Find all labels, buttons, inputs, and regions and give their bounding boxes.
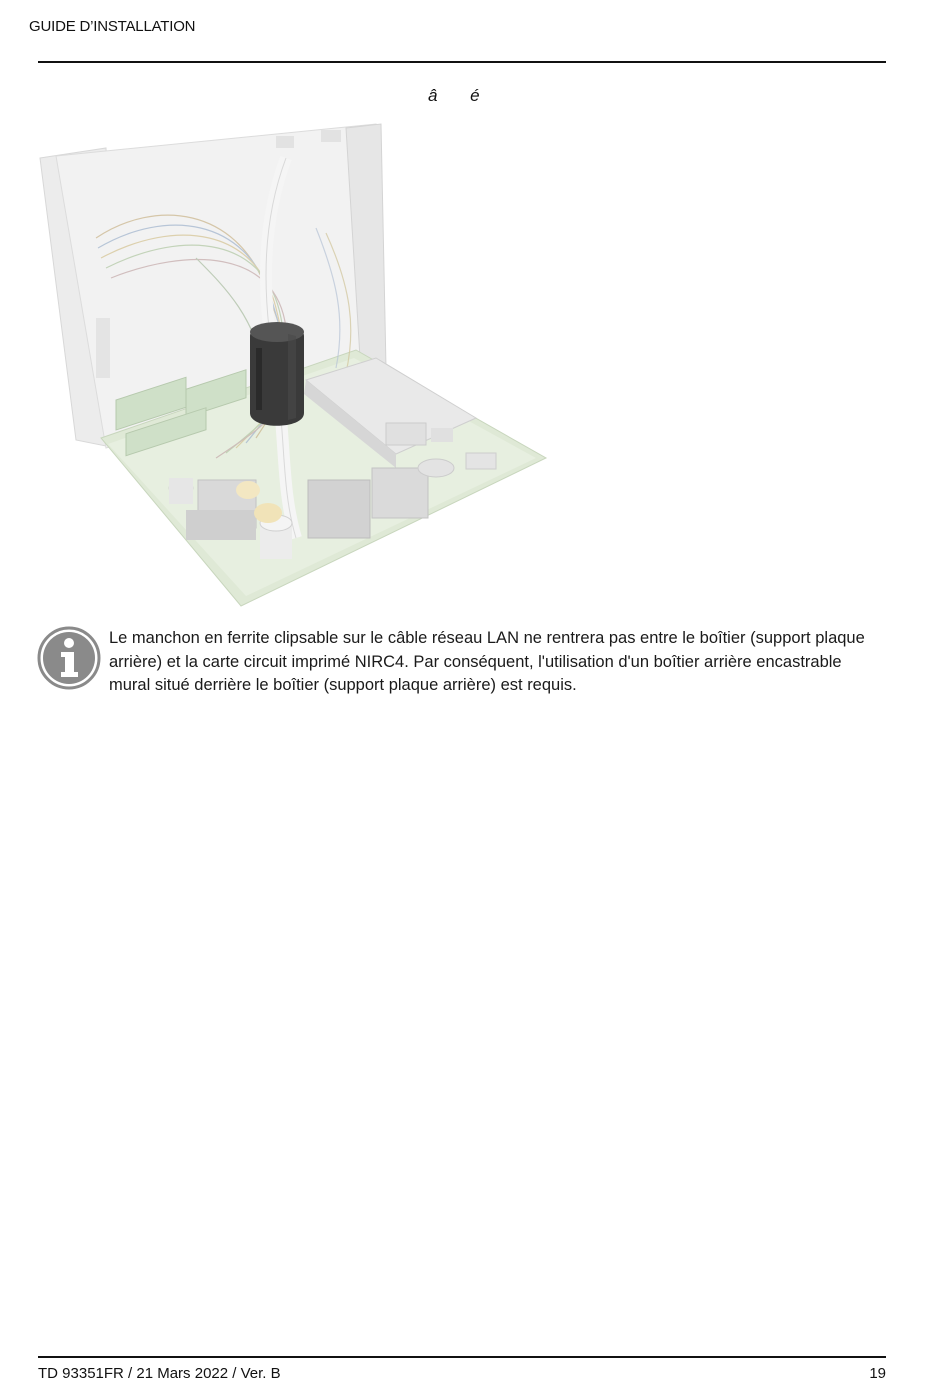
running-header: GUIDE D’INSTALLATION bbox=[29, 18, 196, 35]
info-icon bbox=[37, 626, 101, 690]
ferrite-sleeve bbox=[250, 322, 304, 426]
page-number: 19 bbox=[869, 1365, 886, 1382]
header-divider bbox=[38, 61, 886, 63]
figure-caption: â é bbox=[428, 86, 480, 105]
rj45-jack bbox=[308, 480, 370, 538]
footer-divider bbox=[38, 1356, 886, 1358]
document-reference: TD 93351FR / 21 Mars 2022 / Ver. B bbox=[38, 1365, 281, 1382]
product-illustration bbox=[36, 118, 551, 610]
info-note-text: Le manchon en ferrite clipsable sur le câble réseau LAN ne rentrera pas entre le boîtier (support plaque arrière) et la carte circuit imprimé NIRC4. Par conséquent, l'utilisation d'un boîtier arrière encastrable mural situé derrière le boîtier (support plaque arrière) est requis. bbox=[109, 629, 865, 694]
rj45-jack-2 bbox=[372, 468, 428, 518]
